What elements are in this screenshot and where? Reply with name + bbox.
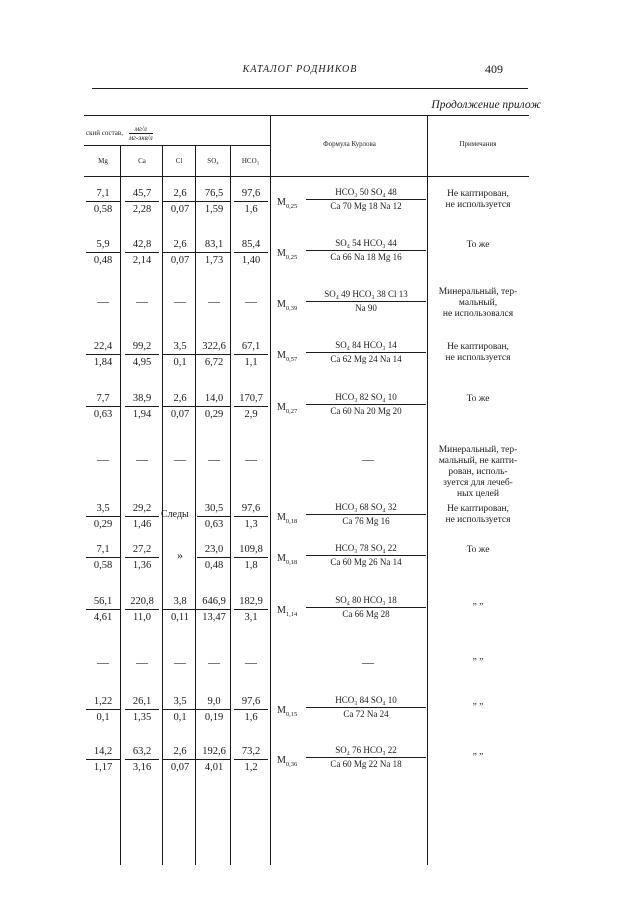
note-line: не используется <box>445 515 511 525</box>
mineralization <box>277 705 297 718</box>
cell-mg-per-l: 646,9 <box>197 595 231 610</box>
formula-cations: Na 90 <box>355 303 377 313</box>
cell-hco3 <box>234 595 268 624</box>
cell-mg-per-l: 9,0 <box>197 695 231 710</box>
cell-ca <box>125 502 159 531</box>
cell-meq-per-l: 4,01 <box>204 762 224 773</box>
mineralization-letter: M <box>277 705 286 716</box>
formula-anions: HCO₃ 78 SO₄ 22 <box>306 543 426 556</box>
row-note <box>430 342 526 364</box>
row-note <box>430 652 526 663</box>
mineralization <box>277 402 297 415</box>
formula-anions: SO₄ 54 HCO₃ 44 <box>306 238 426 251</box>
note-line: То же <box>466 240 490 250</box>
cell-mg-per-l: 42,8 <box>125 238 159 253</box>
cell-ca <box>125 340 159 369</box>
cell-so4: — <box>208 294 220 308</box>
cell-meq-per-l: 0,48 <box>93 255 113 266</box>
formula-anions: HCO₃ 82 SO₄ 10 <box>306 392 426 405</box>
mineralization-value: 0,15 <box>285 711 298 718</box>
cell-so4 <box>197 502 231 531</box>
mineralization-value: 1,14 <box>285 611 298 618</box>
col-divider <box>427 115 428 865</box>
cell-mg <box>86 745 120 774</box>
cell-meq-per-l: 1,35 <box>132 712 152 723</box>
note-line: Не каптирован, <box>447 504 509 514</box>
cell-meq-per-l: 1,3 <box>244 519 258 530</box>
formula-anions: SO₄ 76 HCO₃ 22 <box>306 745 426 758</box>
cell-meq-per-l: 1,6 <box>244 712 258 723</box>
cell-mg <box>86 502 120 531</box>
composition-header <box>86 125 270 142</box>
header-rule <box>92 88 528 89</box>
cell-meq-per-l: 0,58 <box>93 560 113 571</box>
cell-meq-per-l: 0,1 <box>96 712 110 723</box>
cell-mg-per-l: 97,6 <box>234 187 268 202</box>
cell-meq-per-l: 1,2 <box>244 762 258 773</box>
mineralization-letter: M <box>277 402 286 413</box>
cell-meq-per-l: 1,94 <box>132 409 152 420</box>
formula-anions: SO₄ 80 HCO₃ 18 <box>306 595 426 608</box>
cell-mg-per-l: 2,6 <box>163 392 197 407</box>
cell-meq-per-l: 0,48 <box>204 560 224 571</box>
row-note <box>430 597 526 608</box>
col-divider <box>270 115 271 865</box>
note-line: зуется для лечеб- <box>443 478 513 488</box>
note-line: „ „ <box>472 747 484 757</box>
cell-mg-per-l: 3,8 <box>163 595 197 610</box>
cell-hco3 <box>234 502 268 531</box>
note-line: Минеральный, тер- <box>438 445 518 455</box>
cell-mg-per-l: 7,7 <box>86 392 120 407</box>
mineralization-letter: M <box>277 605 286 616</box>
cell-cl: Следы <box>161 509 189 520</box>
row-note <box>430 240 526 251</box>
formula-dash: — <box>362 655 374 669</box>
mineralization <box>277 350 297 363</box>
cell-mg <box>86 695 120 724</box>
cell-cl <box>163 695 197 724</box>
note-line: Не каптирован, <box>447 189 509 199</box>
cell-hco3 <box>234 392 268 421</box>
formula-fraction <box>306 595 426 620</box>
cell-mg-per-l: 220,8 <box>125 595 159 610</box>
cell-ca <box>125 187 159 216</box>
mineralization-value: 0,25 <box>285 254 298 261</box>
cell-hco3 <box>234 745 268 774</box>
cell-mg-per-l: 99,2 <box>125 340 159 355</box>
cell-cl <box>163 187 197 216</box>
cell-mg-per-l: 322,6 <box>197 340 231 355</box>
cell-meq-per-l: 13,47 <box>202 612 226 623</box>
cell-hco3 <box>234 695 268 724</box>
cell-mg-per-l: 2,6 <box>163 745 197 760</box>
cell-so4 <box>197 187 231 216</box>
notes-header: Примечания <box>459 140 497 148</box>
mineralization-value: 0,18 <box>285 559 298 566</box>
cell-mg-per-l: 30,5 <box>197 502 231 517</box>
formula-cations: Ca 60 Na 20 Mg 20 <box>330 406 402 416</box>
cell-ca <box>125 543 159 572</box>
cell-hco3: — <box>245 452 257 466</box>
cell-cl <box>163 745 197 774</box>
note-line: „ „ <box>472 697 484 707</box>
cell-so4 <box>197 543 231 572</box>
cell-meq-per-l: 3,1 <box>244 612 258 623</box>
mineralization <box>277 197 297 210</box>
note-line: То же <box>466 394 490 404</box>
subheader-rule <box>84 145 270 146</box>
mineralization-value: 0,25 <box>285 203 298 210</box>
running-title: КАТАЛОГ РОДНИКОВ <box>242 64 358 75</box>
cell-so4: — <box>208 452 220 466</box>
cell-meq-per-l: 0,11 <box>171 612 189 623</box>
cell-ca: — <box>136 655 148 669</box>
mineralization <box>277 605 297 618</box>
formula-fraction <box>306 745 426 770</box>
mineralization <box>277 553 297 566</box>
col-header-so4: SO₄ <box>207 157 219 165</box>
cell-cl: — <box>174 452 186 466</box>
cell-meq-per-l: 0,07 <box>170 409 190 420</box>
cell-mg-per-l: 97,6 <box>234 695 268 710</box>
cell-meq-per-l: 0,29 <box>93 519 113 530</box>
cell-hco3 <box>234 187 268 216</box>
cell-ca <box>125 238 159 267</box>
cell-mg-per-l: 67,1 <box>234 340 268 355</box>
cell-meq-per-l: 1,1 <box>244 357 258 368</box>
mineralization <box>277 512 297 525</box>
cell-meq-per-l: 1,36 <box>132 560 152 571</box>
cell-mg-per-l: 45,7 <box>125 187 159 202</box>
cell-meq-per-l: 0,07 <box>170 204 190 215</box>
note-line: „ „ <box>472 597 484 607</box>
formula-header: Формула Курлова <box>323 140 376 148</box>
col-header-mg: Mg <box>98 157 108 165</box>
cell-meq-per-l: 0,1 <box>173 357 187 368</box>
cell-mg-per-l: 85,4 <box>234 238 268 253</box>
cell-cl <box>163 392 197 421</box>
mineralization-letter: M <box>277 512 286 523</box>
cell-mg-per-l: 3,5 <box>163 695 197 710</box>
row-note <box>430 287 526 320</box>
note-line: Не каптирован, <box>447 342 509 352</box>
continuation-label: Продолжение прилож <box>431 99 541 111</box>
formula-fraction <box>306 340 426 365</box>
cell-mg <box>86 543 120 572</box>
cell-meq-per-l: 11,0 <box>133 612 151 623</box>
cell-mg-per-l: 63,2 <box>125 745 159 760</box>
cell-so4: — <box>208 655 220 669</box>
col-divider <box>120 145 121 865</box>
row-note <box>430 697 526 708</box>
cell-meq-per-l: 0,07 <box>170 762 190 773</box>
cell-mg <box>86 238 120 267</box>
cell-so4 <box>197 392 231 421</box>
formula-fraction <box>306 502 426 527</box>
cell-cl <box>163 595 197 624</box>
cell-mg-per-l: 182,9 <box>234 595 268 610</box>
cell-mg-per-l: 170,7 <box>234 392 268 407</box>
mineralization-letter: M <box>277 197 286 208</box>
note-line: не используется <box>445 353 511 363</box>
cell-meq-per-l: 0,29 <box>204 409 224 420</box>
cell-meq-per-l: 0,1 <box>173 712 187 723</box>
cell-meq-per-l: 1,46 <box>132 519 152 530</box>
cell-meq-per-l: 0,19 <box>204 712 224 723</box>
note-line: Минеральный, тер- <box>438 287 518 297</box>
cell-meq-per-l: 1,17 <box>93 762 113 773</box>
mineralization-letter: M <box>277 553 286 564</box>
header-bottom-rule <box>84 176 529 177</box>
cell-ca <box>125 745 159 774</box>
cell-so4 <box>197 745 231 774</box>
formula-anions: HCO₃ 50 SO₄ 48 <box>306 187 426 200</box>
cell-mg-per-l: 5,9 <box>86 238 120 253</box>
formula-cations: Ca 76 Mg 16 <box>342 516 390 526</box>
cell-mg: — <box>97 655 109 669</box>
note-line: „ „ <box>472 652 484 662</box>
row-note <box>430 394 526 405</box>
formula-cations: Ca 70 Mg 18 Na 12 <box>330 201 402 211</box>
cell-mg-per-l: 14,2 <box>86 745 120 760</box>
note-line: мальный, не капти- <box>438 456 518 466</box>
cell-mg-per-l: 29,2 <box>125 502 159 517</box>
note-line: То же <box>466 545 490 555</box>
table-top-rule <box>84 115 529 116</box>
formula-cations: Ca 60 Mg 26 Na 14 <box>330 557 402 567</box>
cell-hco3: — <box>245 294 257 308</box>
mineralization-letter: M <box>277 248 286 259</box>
cell-mg-per-l: 97,6 <box>234 502 268 517</box>
formula-cations: Ca 62 Mg 24 Na 14 <box>330 354 402 364</box>
cell-meq-per-l: 3,16 <box>132 762 152 773</box>
note-line: не использовался <box>442 309 514 319</box>
cell-ca: — <box>136 294 148 308</box>
formula-fraction <box>306 289 426 314</box>
cell-mg-per-l: 73,2 <box>234 745 268 760</box>
formula-fraction <box>306 543 426 568</box>
cell-mg-per-l: 2,6 <box>163 238 197 253</box>
mineralization <box>277 755 297 768</box>
cell-hco3 <box>234 543 268 572</box>
cell-mg-per-l: 27,2 <box>125 543 159 558</box>
mineralization-letter: M <box>277 350 286 361</box>
cell-mg-per-l: 83,1 <box>197 238 231 253</box>
cell-ca <box>125 595 159 624</box>
cell-mg-per-l: 7,1 <box>86 187 120 202</box>
row-note <box>430 189 526 211</box>
cell-mg <box>86 392 120 421</box>
formula-cations: Ca 60 Mg 22 Na 18 <box>330 759 402 769</box>
formula-anions: SO₄ 49 HCO₃ 38 Cl 13 <box>306 289 426 302</box>
formula-fraction <box>306 187 426 212</box>
cell-mg: — <box>97 294 109 308</box>
cell-hco3 <box>234 340 268 369</box>
cell-so4 <box>197 595 231 624</box>
formula-dash: — <box>362 452 374 466</box>
cell-mg <box>86 595 120 624</box>
cell-so4 <box>197 340 231 369</box>
mineralization-letter: M <box>277 299 286 310</box>
cell-hco3: — <box>245 655 257 669</box>
mineralization-value: 0,27 <box>285 408 298 415</box>
cell-meq-per-l: 1,40 <box>241 255 261 266</box>
cell-mg-per-l: 26,1 <box>125 695 159 710</box>
formula-anions: SO₄ 84 HCO₃ 14 <box>306 340 426 353</box>
cell-meq-per-l: 4,61 <box>93 612 113 623</box>
units-numerator: мг/л <box>129 125 153 134</box>
units-fraction <box>129 125 153 142</box>
cell-so4 <box>197 695 231 724</box>
formula-cations: Ca 66 Mg 28 <box>342 609 390 619</box>
units-denominator: мг-экв/л <box>128 134 153 142</box>
cell-so4 <box>197 238 231 267</box>
note-line: рован, исполь- <box>448 467 508 477</box>
cell-mg-per-l: 2,6 <box>163 187 197 202</box>
cell-meq-per-l: 1,73 <box>204 255 224 266</box>
cell-mg-per-l: 56,1 <box>86 595 120 610</box>
cell-mg-per-l: 76,5 <box>197 187 231 202</box>
cell-meq-per-l: 0,58 <box>93 204 113 215</box>
mineralization-value: 0,57 <box>285 356 298 363</box>
cell-meq-per-l: 1,6 <box>244 204 258 215</box>
cell-meq-per-l: 4,95 <box>132 357 152 368</box>
cell-meq-per-l: 1,59 <box>204 204 224 215</box>
cell-mg-per-l: 14,0 <box>197 392 231 407</box>
cell-cl <box>163 340 197 369</box>
row-note <box>430 445 526 500</box>
cell-cl: — <box>174 655 186 669</box>
formula-cations: Ca 72 Na 24 <box>343 709 389 719</box>
note-line: ных целей <box>457 489 499 499</box>
row-note <box>430 545 526 556</box>
cell-meq-per-l: 0,63 <box>204 519 224 530</box>
cell-cl <box>163 238 197 267</box>
formula-fraction <box>306 392 426 417</box>
formula-cations: Ca 66 Na 18 Mg 16 <box>330 252 402 262</box>
row-note <box>430 504 526 526</box>
composition-label: ский состав, <box>86 129 123 138</box>
row-note <box>430 747 526 758</box>
mineralization <box>277 248 297 261</box>
cell-meq-per-l: 2,28 <box>132 204 152 215</box>
cell-meq-per-l: 2,9 <box>244 409 258 420</box>
cell-meq-per-l: 1,8 <box>244 560 258 571</box>
cell-cl: — <box>174 294 186 308</box>
cell-meq-per-l: 0,63 <box>93 409 113 420</box>
cell-mg-per-l: 109,8 <box>234 543 268 558</box>
col-header-cl: Cl <box>175 157 183 165</box>
cell-mg-per-l: 192,6 <box>197 745 231 760</box>
cell-hco3 <box>234 238 268 267</box>
cell-mg-per-l: 22,4 <box>86 340 120 355</box>
cell-mg-per-l: 3,5 <box>163 340 197 355</box>
cell-ca <box>125 392 159 421</box>
page-number: 409 <box>485 62 503 76</box>
formula-anions: HCO₃ 84 SO₄ 10 <box>306 695 426 708</box>
cell-mg-per-l: 38,9 <box>125 392 159 407</box>
cell-cl: » <box>177 548 183 562</box>
cell-mg-per-l: 1,22 <box>86 695 120 710</box>
mineralization-letter: M <box>277 755 286 766</box>
cell-ca: — <box>136 452 148 466</box>
cell-meq-per-l: 6,72 <box>204 357 224 368</box>
mineralization-value: 0,36 <box>285 761 298 768</box>
formula-fraction <box>306 238 426 263</box>
cell-mg <box>86 340 120 369</box>
cell-mg-per-l: 7,1 <box>86 543 120 558</box>
mineralization <box>277 299 297 312</box>
cell-mg: — <box>97 452 109 466</box>
cell-ca <box>125 695 159 724</box>
formula-fraction <box>306 695 426 720</box>
cell-meq-per-l: 2,14 <box>132 255 152 266</box>
cell-meq-per-l: 0,07 <box>170 255 190 266</box>
cell-mg-per-l: 3,5 <box>86 502 120 517</box>
col-header-ca: Ca <box>138 157 146 165</box>
mineralization-value: 0,39 <box>285 305 298 312</box>
cell-mg-per-l: 23,0 <box>197 543 231 558</box>
note-line: мальный, <box>458 298 498 308</box>
col-header-hco3: HCO₃ <box>241 157 260 165</box>
note-line: не используется <box>445 200 511 210</box>
formula-anions: HCO₃ 68 SO₄ 32 <box>306 502 426 515</box>
mineralization-value: 0,18 <box>285 518 298 525</box>
cell-mg <box>86 187 120 216</box>
cell-meq-per-l: 1,84 <box>93 357 113 368</box>
